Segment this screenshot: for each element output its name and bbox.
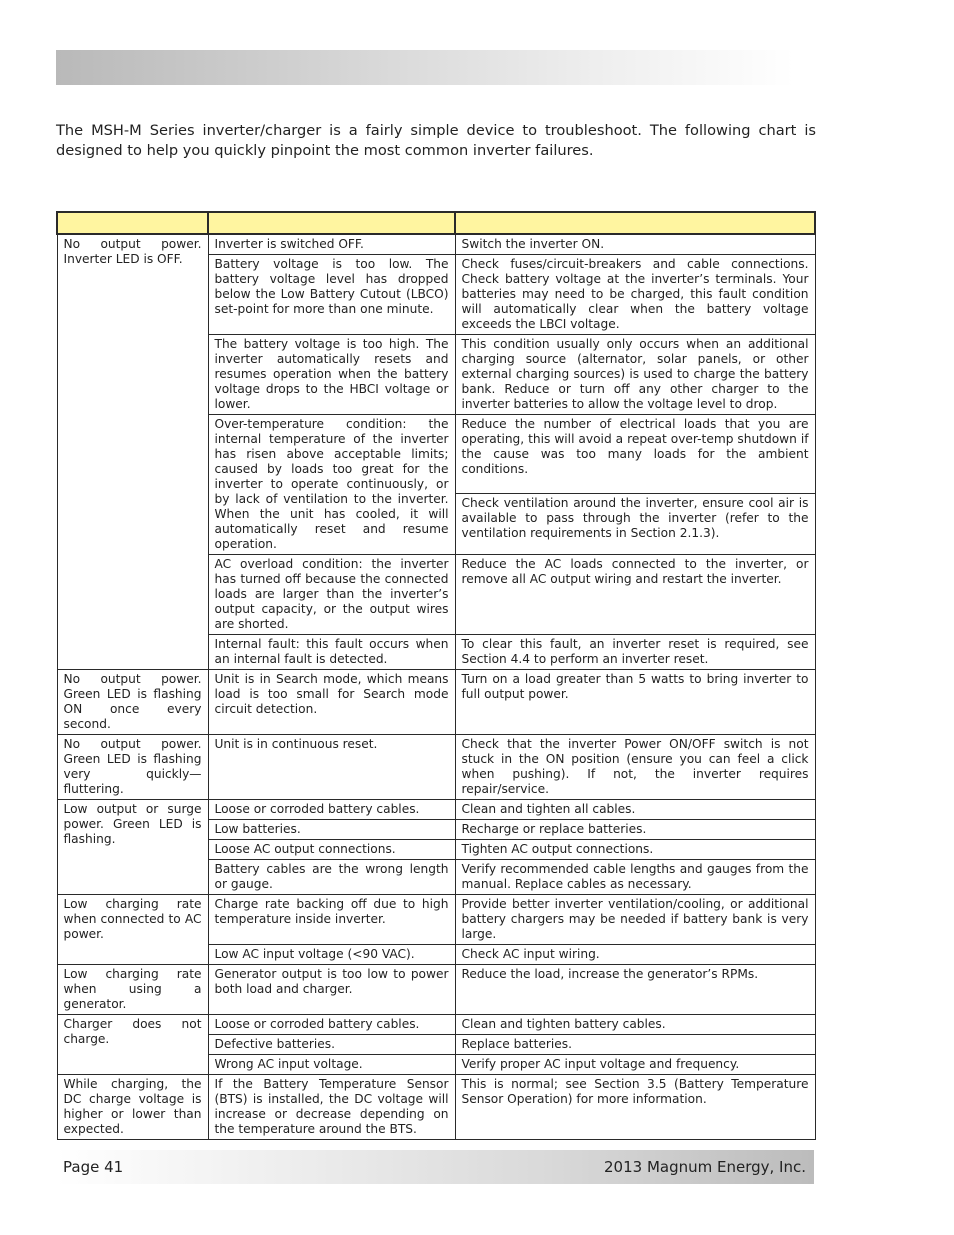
remedy-cell: Provide better inverter ventilation/cooling, or additional battery chargers may be needed if battery bank is very large. (455, 895, 815, 945)
table-body (57, 234, 815, 1140)
table-row (57, 1075, 815, 1140)
cause-cell: Unit is in continuous reset. (208, 735, 455, 800)
table-row (57, 895, 815, 945)
symptom-cell: Low output or surge power. Green LED is flashing. (57, 800, 208, 895)
remedy-cell: Reduce the AC loads connected to the inverter, or remove all AC output wiring and restart the inverter. (455, 555, 815, 635)
table-row (57, 965, 815, 1015)
remedy-cell: Reduce the number of electrical loads that you are operating, this will avoid a repeat over-temp shutdown if the cause was too many loads for the ambient conditions. (455, 415, 815, 494)
remedy-cell: Verify proper AC input voltage and frequency. (455, 1055, 815, 1075)
header-remedy (455, 212, 815, 234)
cause-cell: Low batteries. (208, 820, 455, 840)
table-row (57, 234, 815, 255)
cause-cell: Loose AC output connections. (208, 840, 455, 860)
symptom-cell: No output power. Green LED is flashing very quickly—fluttering. (57, 735, 208, 800)
cause-cell: Loose or corroded battery cables. (208, 800, 455, 820)
symptom-cell: No output power. Inverter LED is OFF. (57, 234, 208, 670)
header-symptom (57, 212, 208, 234)
header-band (56, 50, 794, 85)
symptom-cell: Low charging rate when using a generator. (57, 965, 208, 1015)
table-row (57, 800, 815, 820)
remedy-cell: Reduce the load, increase the generator’s RPMs. (455, 965, 815, 1015)
cause-cell: Over-temperature condition: the internal temperature of the inverter has risen above acceptable limits; caused by loads too great for the inverter to operate continuously, or by lack of ventilation to the inverter. When the unit has cooled, it will automatically reset and resume operation. (208, 415, 455, 555)
cause-cell: Battery voltage is too low. The battery voltage level has dropped below the Low Battery Cutout (LBCO) set-point for more than one minute. (208, 255, 455, 335)
page-number: Page 41 (63, 1158, 124, 1176)
intro-paragraph: The MSH-M Series inverter/charger is a fairly simple device to troubleshoot. The following chart is designed to help you quickly pinpoint the most common inverter failures. (56, 122, 816, 159)
cause-cell: Defective batteries. (208, 1035, 455, 1055)
footer-band (56, 1150, 814, 1184)
symptom-cell: Charger does not charge. (57, 1015, 208, 1075)
cause-cell: Low AC input voltage (<90 VAC). (208, 945, 455, 965)
header-cause (208, 212, 455, 234)
remedy-cell: Check fuses/circuit-breakers and cable connections. Check battery voltage at the inverter’s terminals. Your batteries may need to be charged, this fault condition will automatically clear when the battery voltage exceeds the LBCI voltage. (455, 255, 815, 335)
cause-cell: The battery voltage is too high. The inverter automatically resets and resumes operation when the battery voltage drops to the HBCI voltage or lower. (208, 335, 455, 415)
remedy-cell: Clean and tighten all cables. (455, 800, 815, 820)
remedy-cell: This is normal; see Section 3.5 (Battery Temperature Sensor Operation) for more information. (455, 1075, 815, 1140)
remedy-cell: Recharge or replace batteries. (455, 820, 815, 840)
remedy-cell: Tighten AC output connections. (455, 840, 815, 860)
troubleshooting-table (56, 211, 816, 1140)
remedy-cell: Check AC input wiring. (455, 945, 815, 965)
cause-cell: Inverter is switched OFF. (208, 234, 455, 255)
cause-cell: Wrong AC input voltage. (208, 1055, 455, 1075)
symptom-cell: While charging, the DC charge voltage is higher or lower than expected. (57, 1075, 208, 1140)
symptom-cell: No output power. Green LED is flashing ON once every second. (57, 670, 208, 735)
copyright-notice: 2013 Magnum Energy, Inc. (604, 1158, 806, 1176)
remedy-cell: This condition usually only occurs when an additional charging source (alternator, solar panels, or other external charging sources) is used to charge the battery bank. Reduce or turn off any other charger to the inverter batteries to allow the voltage level to drop. (455, 335, 815, 415)
cause-cell: Internal fault: this fault occurs when an internal fault is detected. (208, 635, 455, 670)
table-row (57, 1015, 815, 1035)
cause-cell: Loose or corroded battery cables. (208, 1015, 455, 1035)
table-row (57, 670, 815, 735)
remedy-cell: Check ventilation around the inverter, ensure cool air is available to pass through the inverter (refer to the ventilation requirements in Section 2.1.3). (455, 494, 815, 555)
cause-cell: If the Battery Temperature Sensor (BTS) is installed, the DC voltage will increase or decrease depending on the temperature around the BTS. (208, 1075, 455, 1140)
remedy-cell: Switch the inverter ON. (455, 234, 815, 255)
remedy-cell: To clear this fault, an inverter reset is required, see Section 4.4 to perform an inverter reset. (455, 635, 815, 670)
remedy-cell: Check that the inverter Power ON/OFF switch is not stuck in the ON position (ensure you can feel a click when pushing). If not, the inverter requires repair/service. (455, 735, 815, 800)
cause-cell: AC overload condition: the inverter has turned off because the connected loads are larger than the inverter’s output capacity, or the output wires are shorted. (208, 555, 455, 635)
table-row (57, 735, 815, 800)
cause-cell: Unit is in Search mode, which means load is too small for Search mode circuit detection. (208, 670, 455, 735)
cause-cell: Battery cables are the wrong length or gauge. (208, 860, 455, 895)
cause-cell: Charge rate backing off due to high temperature inside inverter. (208, 895, 455, 945)
cause-cell: Generator output is too low to power both load and charger. (208, 965, 455, 1015)
remedy-cell: Verify recommended cable lengths and gauges from the manual. Replace cables as necessary. (455, 860, 815, 895)
symptom-cell: Low charging rate when connected to AC power. (57, 895, 208, 965)
remedy-cell: Replace batteries. (455, 1035, 815, 1055)
table-header-row (57, 212, 815, 234)
remedy-cell: Clean and tighten battery cables. (455, 1015, 815, 1035)
remedy-cell: Turn on a load greater than 5 watts to bring inverter to full output power. (455, 670, 815, 735)
